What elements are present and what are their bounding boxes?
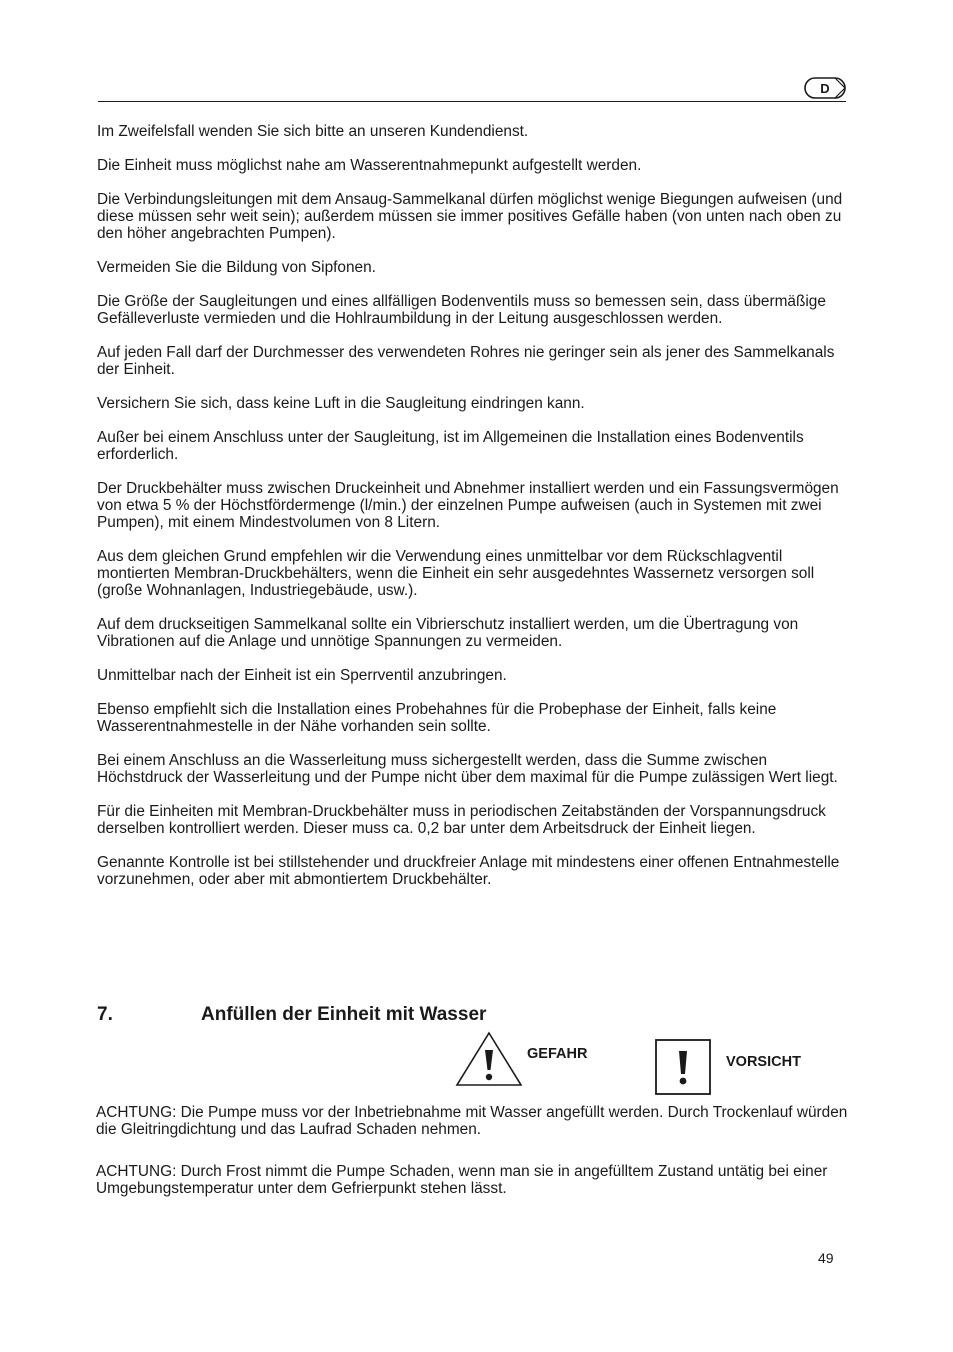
danger-triangle-icon bbox=[455, 1031, 523, 1087]
paragraph: Unmittelbar nach der Einheit ist ein Sperrventil anzubringen. bbox=[97, 667, 507, 684]
paragraph: Aus dem gleichen Grund empfehlen wir die Verwendung eines unmittelbar vor dem Rückschlagventil montierten Membran-Druckbehälters, wenn die Einheit ein sehr ausgedehntes Wassernetz versorgen soll (große Wohnanlagen, Industriegebäude, usw.). bbox=[97, 548, 815, 599]
paragraph: Die Größe der Saugleitungen und eines allfälligen Bodenventils muss so bemessen sein, dass übermäßige Gefälleverluste vermieden und die Hohlraumbildung in der Leitung ausgeschlossen werden. bbox=[97, 293, 826, 327]
danger-label: GEFAHR bbox=[527, 1046, 588, 1062]
caution-box-icon bbox=[655, 1039, 713, 1097]
paragraph: Der Druckbehälter muss zwischen Druckeinheit und Abnehmer installiert werden und ein Fassungsvermögen von etwa 5 % der Höchstfördermenge (l/min.) der einzelnen Pumpe aufweisen (auch in Systemen mit zwei Pumpen), mit einem Mindestvolumen von 8 Litern. bbox=[97, 480, 839, 531]
paragraph: Ebenso empfiehlt sich die Installation eines Probehahnes für die Probephase der Einheit, falls keine Wasserentnahmestelle in der Nähe vorhanden sein sollte. bbox=[97, 701, 777, 735]
section-number: 7. bbox=[97, 1004, 113, 1025]
header-rule bbox=[98, 101, 846, 102]
paragraph: Die Einheit muss möglichst nahe am Wasserentnahmepunkt aufgestellt werden. bbox=[97, 157, 642, 174]
body-text bbox=[97, 123, 849, 905]
language-badge bbox=[803, 76, 847, 100]
paragraph: Außer bei einem Anschluss unter der Saugleitung, ist im Allgemeinen die Installation eines Bodenventils erforderlich. bbox=[97, 429, 804, 463]
paragraph: Im Zweifelsfall wenden Sie sich bitte an unseren Kundendienst. bbox=[97, 123, 529, 140]
paragraph: Für die Einheiten mit Membran-Druckbehälter muss in periodischen Zeitabständen der Vorspannungsdruck derselben kontrolliert werden. Dieser muss ca. 0,2 bar unter dem Arbeitsdruck der Einheit liegen. bbox=[97, 803, 826, 837]
section-heading bbox=[97, 1003, 797, 1027]
section-title: Anfüllen der Einheit mit Wasser bbox=[201, 1004, 487, 1025]
warning-paragraph: ACHTUNG: Die Pumpe muss vor der Inbetriebnahme mit Wasser angefüllt werden. Durch Trockenlauf würden die Gleitringdichtung und das Laufrad Schaden nehmen. bbox=[96, 1104, 848, 1138]
caution-label: VORSICHT bbox=[726, 1054, 801, 1070]
paragraph: Vermeiden Sie die Bildung von Sipfonen. bbox=[97, 259, 376, 276]
paragraph: Versichern Sie sich, dass keine Luft in die Saugleitung eindringen kann. bbox=[97, 395, 585, 412]
paragraph: Die Verbindungsleitungen mit dem Ansaug-Sammelkanal dürfen möglichst wenige Biegungen aufweisen (und diese müssen sehr weit sein); außerdem müssen sie immer positives Gefälle haben (von unten nach oben zu den höher angebrachten Pumpen). bbox=[97, 191, 843, 242]
warning-paragraph: ACHTUNG: Durch Frost nimmt die Pumpe Schaden, wenn man sie in angefülltem Zustand untätig bei einer Umgebungstemperatur unter dem Gefrierpunkt stehen lässt. bbox=[96, 1163, 828, 1197]
paragraph: Auf jeden Fall darf der Durchmesser des verwendeten Rohres nie geringer sein als jener des Sammelkanals der Einheit. bbox=[97, 344, 835, 378]
language-code: D bbox=[820, 81, 830, 96]
page-number: 49 bbox=[818, 1250, 834, 1266]
paragraph: Auf dem druckseitigen Sammelkanal sollte ein Vibrierschutz installiert werden, um die Übertragung von Vibrationen auf die Anlage und unnötige Spannungen zu vermeiden. bbox=[97, 616, 799, 650]
paragraph: Genannte Kontrolle ist bei stillstehender und druckfreier Anlage mit mindestens einer offenen Entnahmestelle vorzunehmen, oder aber mit abmontiertem Druckbehälter. bbox=[97, 854, 840, 888]
paragraph: Bei einem Anschluss an die Wasserleitung muss sichergestellt werden, dass die Summe zwischen Höchstdruck der Wasserleitung und der Pumpe nicht über dem maximal für die Pumpe zulässigen Wert liegt. bbox=[97, 752, 838, 786]
